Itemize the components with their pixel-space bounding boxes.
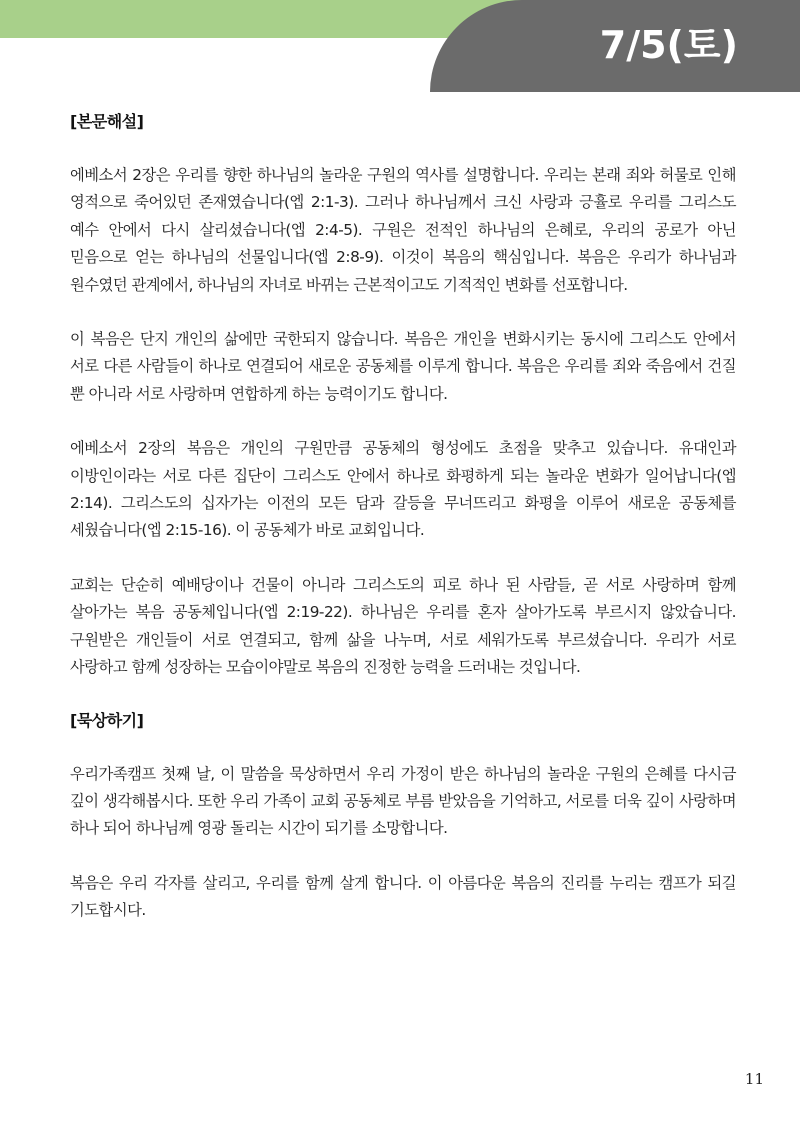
meditation-paragraph-2: 복음은 우리 각자를 살리고, 우리를 함께 살게 합니다. 이 아름다운 복음의 진리를 누리는 캠프가 되길 기도합시다. [70,873,736,920]
meditation-heading: [묵상하기] [70,710,144,730]
header-green-tab [0,0,528,38]
commentary-paragraph-2: 이 복음은 단지 개인의 삶에만 국한되지 않습니다. 복음은 개인을 변화시키는 동시에 그리스도 안에서 서로 다른 사람들이 하나로 연결되어 새로운 공동체를 이루게 합니다. 복음은 우리를 죄와 죽음에서 건질 뿐 아니라 서로 사랑하며 연합하게 하는 능력이기도 합니다. [70,330,736,403]
date-label: 7/5(토) [599,23,738,67]
page-number: 11 [744,1070,764,1088]
main-content [70,110,736,952]
commentary-paragraph-4: 교회는 단순히 예배당이나 건물이 아니라 그리스도의 피로 하나 된 사람들, 곧 서로 사랑하며 함께 살아가는 복음 공동체입니다(엡 2:19-22). 하나님은 우리를 혼자 살아가도록 부르시지 않았습니다. 구원받은 개인들이 서로 연결되고, 함께 삶을 나누며, 서로 세워가도록 부르셨습니다. 우리가 서로 사랑하고 함께 성장하는 모습이야말로 복음의 진정한 능력을 드러내는 것입니다. [70,575,736,677]
commentary-heading: [본문해설] [70,112,144,131]
commentary-paragraph-3: 에베소서 2장의 복음은 개인의 구원만큼 공동체의 형성에도 초점을 맞추고 있습니다. 유대인과 이방인이라는 서로 다른 집단이 그리스도 안에서 하나로 화평하게 되는 놀라운 변화가 일어납니다(엡 2:14). 그리스도의 십자가는 이전의 모든 담과 갈등을 무너뜨리고 화평을 이루어 새로운 공동체를 세웠습니다(엡 2:15-16). 이 공동체가 바로 교회입니다. [70,439,736,540]
meditation-paragraph-1: 우리가족캠프 첫째 날, 이 말씀을 묵상하면서 우리 가정이 받은 하나님의 놀라운 구원의 은혜를 다시금 깊이 생각해봅시다. 또한 우리 가족이 교회 공동체로 부름 받았음을 기억하고, 서로를 더욱 깊이 사랑하며 하나 되어 하나님께 영광 돌리는 시간이 되기를 소망합니다. [70,764,736,838]
commentary-paragraph-1: 에베소서 2장은 우리를 향한 하나님의 놀라운 구원의 역사를 설명합니다. 우리는 본래 죄와 허물로 인해 영적으로 죽어있던 존재였습니다(엡 2:1-3). 그러나 하나님께서 크신 사랑과 긍휼로 우리를 그리스도 예수 안에서 다시 살리셨습니다(엡 2:4-5). 구원은 전적인 하나님의 은혜로, 우리의 공로가 아닌 믿음으로 얻는 하나님의 선물입니다(엡 2:8-9). 이것이 복음의 핵심입니다. 복음은 우리가 하나님과 원수였던 관계에서, 하나님의 자녀로 바뀌는 근본적이고도 기적적인 변화를 선포합니다. [70,166,736,294]
